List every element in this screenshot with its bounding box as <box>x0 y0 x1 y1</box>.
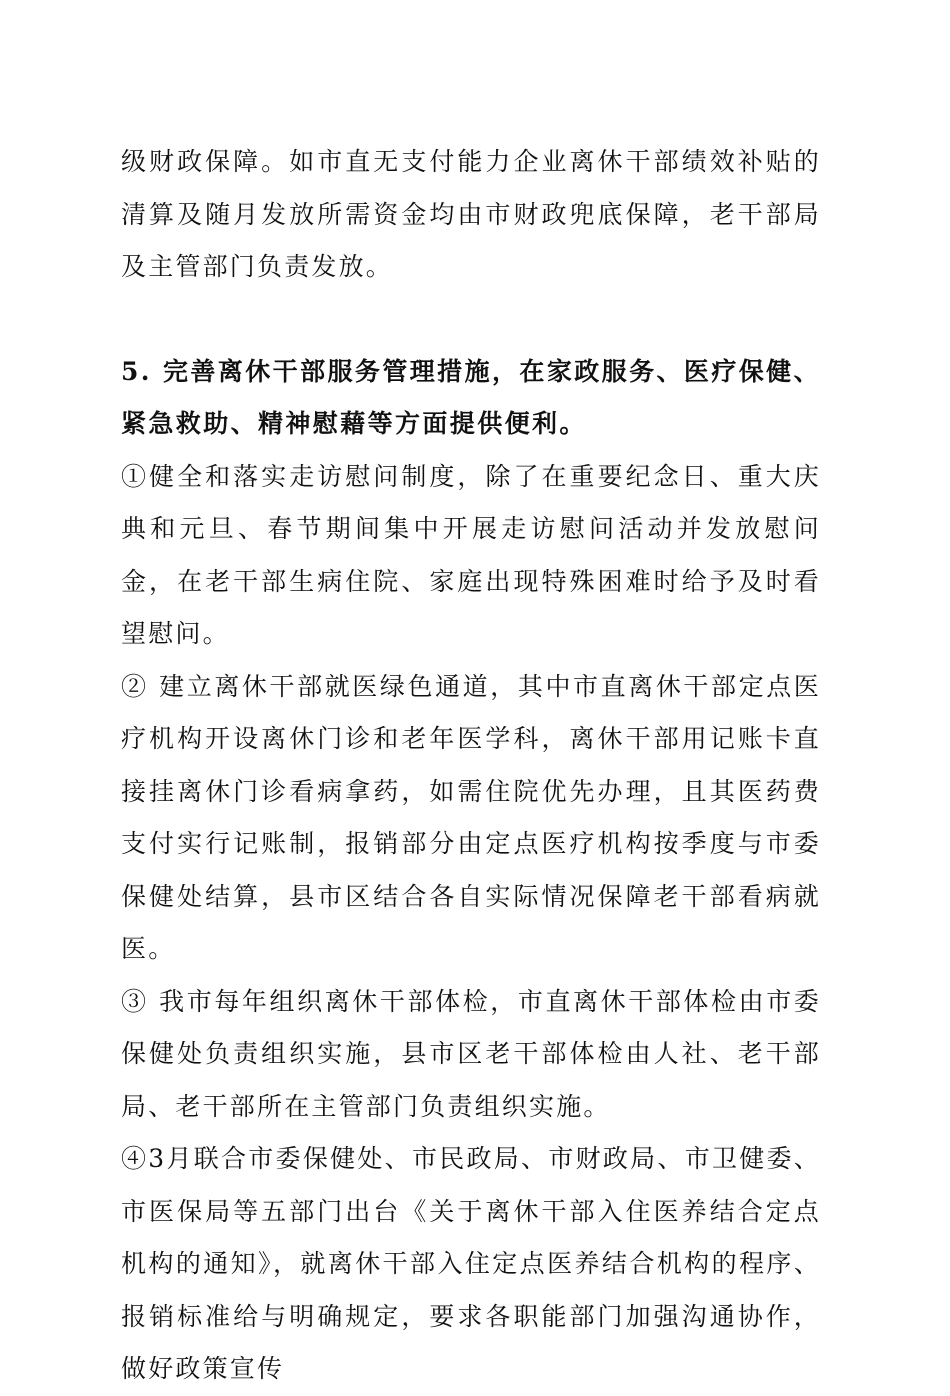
list-item <box>121 661 821 976</box>
item-text: 我市每年组织离休干部体检，市直离休干部体检由市委保健处负责组织实施，县市区老干部体检由人社、老干部局、老干部所在主管部门负责组织实施。 <box>121 986 822 1121</box>
item-marker: ③ <box>121 986 149 1016</box>
item-text: 健全和落实走访慰问制度，除了在重要纪念日、重大庆典和元旦、春节期间集中开展走访慰问活动并发放慰问金，在老干部生病住院、家庭出现特殊困难时给予及时看望慰问。 <box>121 461 822 648</box>
document-body <box>121 136 821 1396</box>
item-marker: ① <box>121 461 150 491</box>
item-marker: ② <box>121 671 149 701</box>
list-item <box>121 451 821 661</box>
section-heading: 5. 完善离休干部服务管理措施，在家政服务、医疗保健、紧急救助、精神慰藉等方面提供便利。 <box>121 356 821 438</box>
item-marker: ④ <box>121 1144 149 1173</box>
list-item <box>121 1133 821 1396</box>
paragraph-spacer <box>121 294 821 346</box>
intro-paragraph: 级财政保障。如市直无支付能力企业离休干部绩效补贴的清算及随月发放所需资金均由市财政兜底保障，老干部局及主管部门负责发放。 <box>121 147 821 281</box>
item-text: 建立离休干部就医绿色通道，其中市直离休干部定点医疗机构开设离休门诊和老年医学科，离休干部用记账卡直接挂离休门诊看病拿药，如需住院优先办理，且其医药费支付实行记账制，报销部分由定点医疗机构按季度与市委保健处结算，县市区结合各自实际情况保障老干部看病就医。 <box>121 671 822 963</box>
item-text: 3月联合市委保健处、市民政局、市财政局、市卫健委、市医保局等五部门出台《关于离休干部入住医养结合定点机构的通知》，就离休干部入住定点医养结合机构的程序、报销标准给与明确规定，要求各职能部门加强沟通协作，做好政策宣传 <box>121 1144 821 1383</box>
list-item <box>121 976 821 1134</box>
